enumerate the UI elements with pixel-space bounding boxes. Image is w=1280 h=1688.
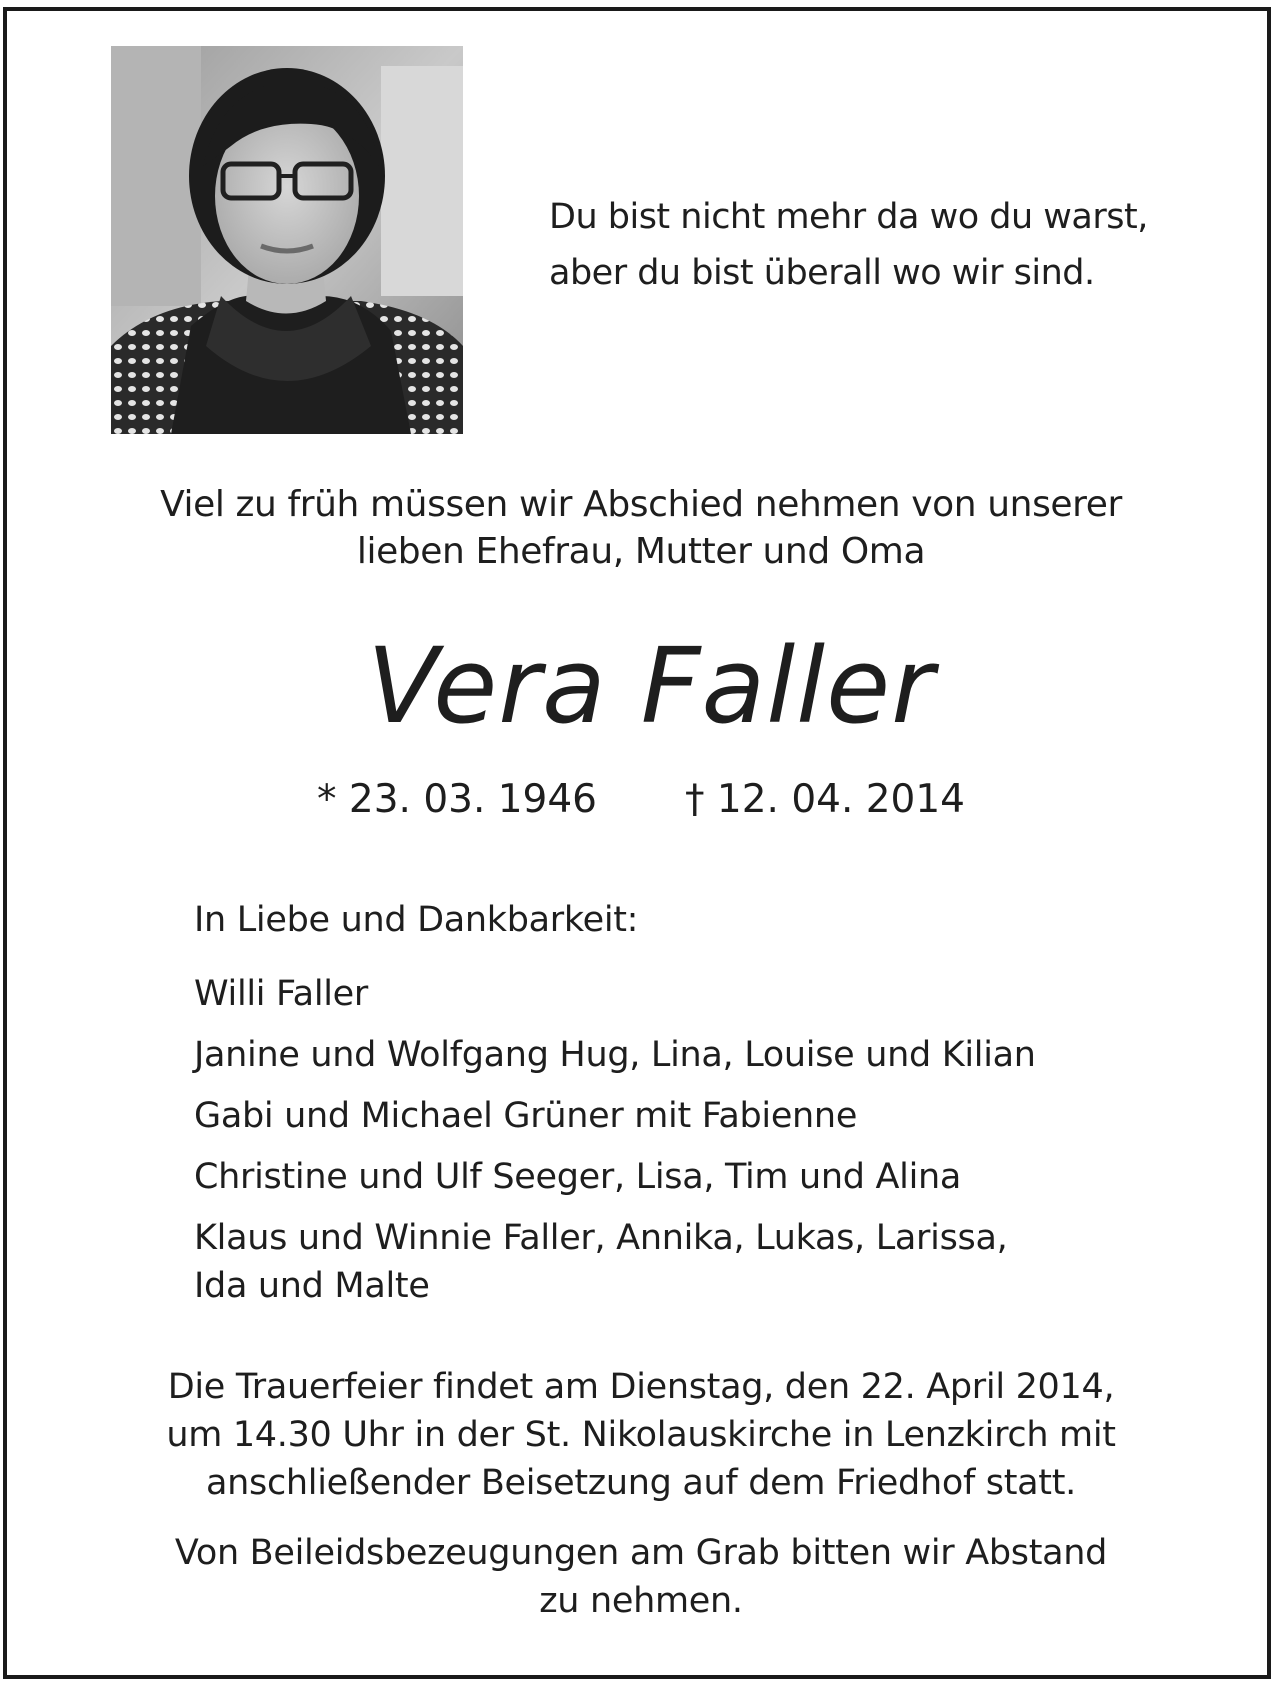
mourner-entry-line-1: Klaus und Winnie Faller, Annika, Lukas, Larissa, [194, 1218, 1008, 1258]
intro-line-2: lieben Ehefrau, Mutter und Oma [356, 531, 926, 572]
mourners-heading: In Liebe und Dankbarkeit: [194, 900, 639, 940]
mourner-entry [194, 1214, 1036, 1310]
condolence-request [7, 1529, 1275, 1625]
mourner-entry: Christine und Ulf Seeger, Lisa, Tim und Alina [194, 1157, 962, 1197]
obituary-frame [3, 7, 1271, 1679]
death-date: † 12. 04. 2014 [685, 777, 965, 822]
life-dates [7, 775, 1275, 825]
mourner-entry-line-2: Ida und Malte [194, 1266, 430, 1306]
mourners-list [194, 896, 1036, 1310]
request-line-2: zu nehmen. [539, 1581, 743, 1621]
mourner-entry: Janine und Wolfgang Hug, Lina, Louise und Kilian [194, 1035, 1036, 1075]
intro-line-1: Viel zu früh müssen wir Abschied nehmen von unserer [160, 484, 1122, 525]
mourner-entry: Willi Faller [194, 974, 368, 1014]
deceased-name: Vera Faller [367, 625, 935, 747]
birth-date: * 23. 03. 1946 [317, 777, 597, 822]
funeral-line-2: um 14.30 Uhr in der St. Nikolauskirche in Lenzkirch mit [166, 1415, 1116, 1455]
quote-line-1: Du bist nicht mehr da wo du warst, [549, 197, 1148, 237]
portrait-photo [111, 46, 463, 434]
funeral-line-1: Die Trauerfeier findet am Dienstag, den 22. April 2014, [167, 1367, 1115, 1407]
funeral-details [7, 1363, 1275, 1507]
mourner-entry: Gabi und Michael Grüner mit Fabienne [194, 1096, 858, 1136]
farewell-intro [7, 481, 1275, 575]
memorial-quote [549, 189, 1148, 301]
portrait-image [111, 46, 463, 434]
quote-line-2: aber du bist überall wo wir sind. [549, 253, 1095, 293]
request-line-1: Von Beileidsbezeugungen am Grab bitten wir Abstand [174, 1533, 1108, 1573]
funeral-line-3: anschließender Beisetzung auf dem Friedhof statt. [206, 1463, 1076, 1503]
